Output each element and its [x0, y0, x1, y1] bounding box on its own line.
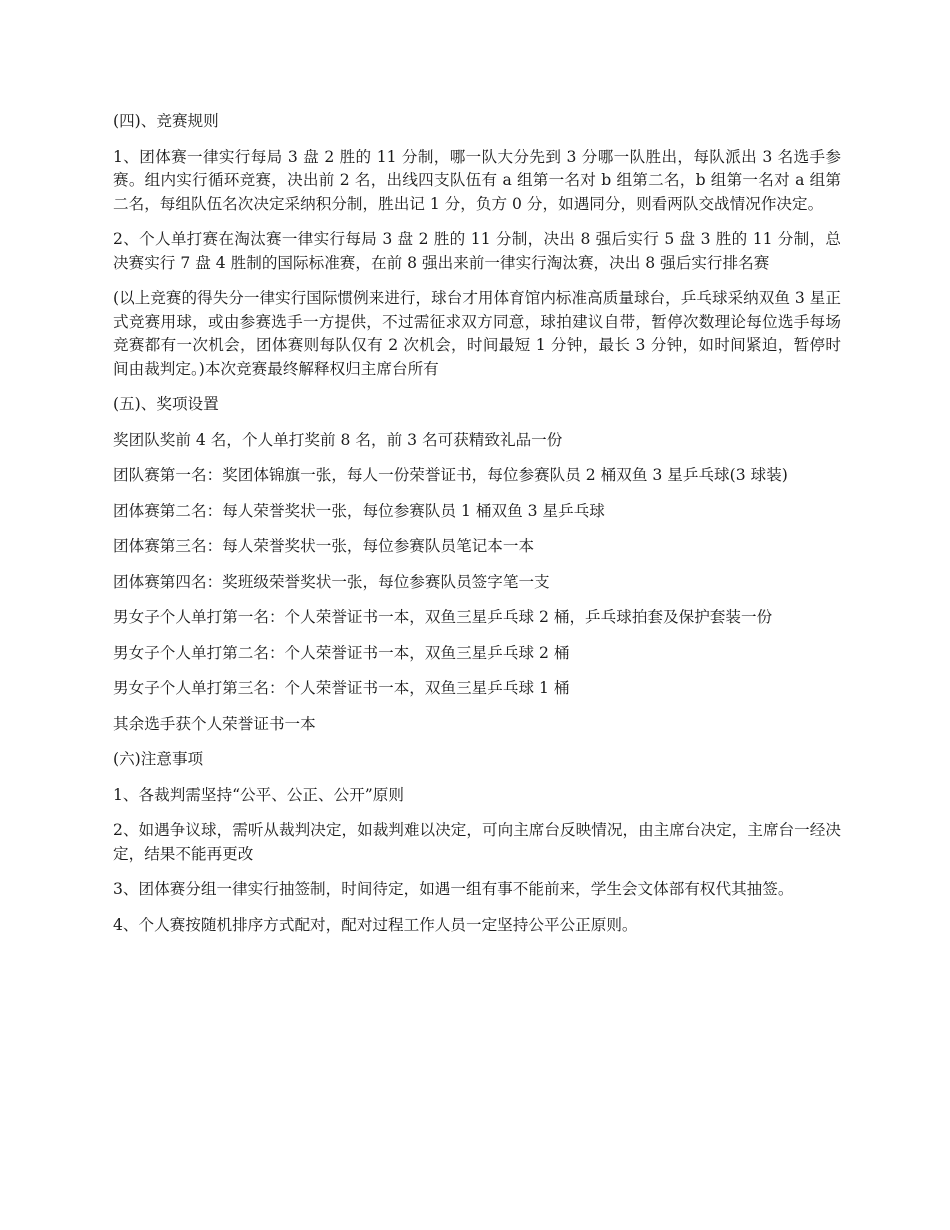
award-team-third: 团体赛第三名：每人荣誉奖状一张，每位参赛队员笔记本一本	[113, 537, 535, 555]
note-4: 4、个人赛按随机排序方式配对，配对过程工作人员一定坚持公平公正原则。	[113, 915, 638, 934]
rule-singles-match: 2、个人单打赛在淘汰赛一律实行每局 3 盘 2 胜的 11 分制，决出 8 强后实行 5 盘 3 胜的 11 分制，总决赛实行 7 盘 4 胜制的国际标准赛，在前 8 强出来前一律实行淘汰赛，决出 8 强后实行排名赛	[113, 230, 841, 272]
award-team-second: 团体赛第二名：每人荣誉奖状一张，每位参赛队员 1 桶双鱼 3 星乒乓球	[113, 501, 605, 520]
section-heading-notes: (六)注意事项	[113, 750, 204, 768]
awards-summary: 奖团队奖前 4 名，个人单打奖前 8 名，前 3 名可获精致礼品一份	[113, 430, 563, 449]
note-1: 1、各裁判需坚持“公平、公正、公开”原则	[113, 785, 404, 804]
award-team-fourth: 团体赛第四名：奖班级荣誉奖状一张，每位参赛队员签字笔一支	[113, 572, 550, 591]
rule-team-match: 1、团体赛一律实行每局 3 盘 2 胜的 11 分制，哪一队大分先到 3 分哪一队胜出，每队派出 3 名选手参赛。组内实行循环竞赛，决出前 2 名，出线四支队伍有 a 组第一名对 b 组第二名，b 组第一名对 a 组第二名，每组队伍名次决定采纳积分制，胜出记 1 分，负方 0 分，如遇同分，则看两队交战情况作决定。	[113, 147, 841, 213]
note-2: 2、如遇争议球，需听从裁判决定，如裁判难以决定，可向主席台反映情况，由主席台决定，主席台一经决定，结果不能再更改	[113, 821, 841, 863]
award-singles-third: 男女子个人单打第三名：个人荣誉证书一本，双鱼三星乒乓球 1 桶	[113, 679, 570, 697]
section-heading-competition-rules: (四)、竞赛规则	[113, 112, 219, 130]
award-singles-first: 男女子个人单打第一名：个人荣誉证书一本，双鱼三星乒乓球 2 桶，乒乓球拍套及保护套装一份	[113, 608, 773, 626]
award-team-first: 团队赛第一名：奖团体锦旗一张，每人一份荣誉证书，每位参赛队员 2 桶双鱼 3 星乒乓球(3 球装)	[113, 466, 788, 484]
award-singles-second: 男女子个人单打第二名：个人荣誉证书一本，双鱼三星乒乓球 2 桶	[113, 643, 570, 662]
section-heading-awards: (五)、奖项设置	[113, 395, 219, 413]
award-others: 其余选手获个人荣誉证书一本	[113, 714, 316, 733]
note-3: 3、团体赛分组一律实行抽签制，时间待定，如遇一组有事不能前来，学生会文体部有权代其抽签。	[113, 880, 794, 898]
document-body	[113, 110, 841, 949]
rule-general-note: (以上竞赛的得失分一律实行国际惯例来进行，球台才用体育馆内标准高质量球台，乒乓球采纳双鱼 3 星正式竞赛用球，或由参赛选手一方提供，不过需征求双方同意，球拍建议自带，暂停次数理论每位选手每场竞赛都有一次机会，团体赛则每队仅有 2 次机会，时间最短 1 分钟，最长 3 分钟，如时间紧迫，暂停时间由裁判定。)本次竞赛最终解释权归主席台所有	[113, 289, 841, 378]
